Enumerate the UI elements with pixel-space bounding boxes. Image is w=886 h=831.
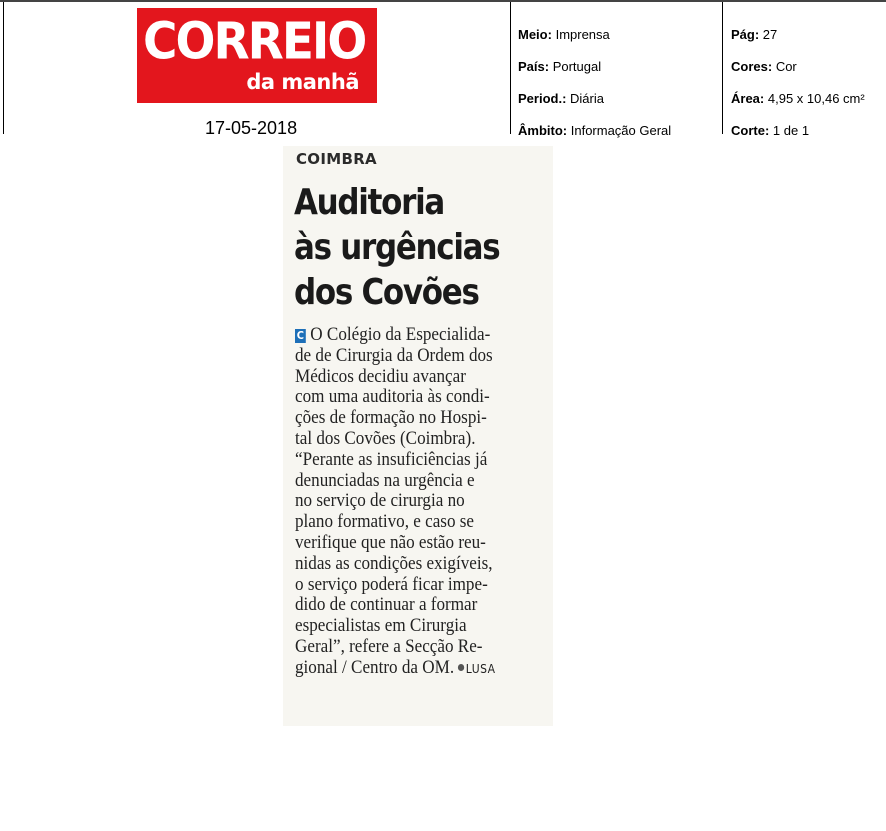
meta-label: Área: <box>731 91 765 106</box>
body-line: nidas as condições exigíveis, <box>295 552 493 574</box>
meta-cut <box>731 123 809 139</box>
body-line: tal dos Covões (Coimbra). <box>295 427 476 449</box>
body-line: com uma auditoria às condi- <box>295 386 490 408</box>
section-label: COIMBRA <box>296 150 377 168</box>
newspaper-marker-icon: C <box>296 329 305 342</box>
meta-value: 27 <box>762 27 778 42</box>
body-line: dido de continuar a formar <box>295 594 478 616</box>
body-line: Geral”, refere a Secção Re- <box>295 635 483 657</box>
headline-line: às urgências <box>294 227 500 268</box>
body-line-text: gional / Centro da OM. <box>295 656 455 678</box>
body-line: Médicos decidiu avançar <box>295 365 466 387</box>
meta-label: Cores: <box>731 59 773 74</box>
meta-country <box>518 59 601 75</box>
body-line: verifique que não estão reu- <box>295 531 486 553</box>
meta-value: Imprensa <box>555 27 610 42</box>
newspaper-logo <box>137 8 377 103</box>
top-rule <box>0 0 886 2</box>
body-line: de de Cirurgia da Ordem dos <box>295 344 493 366</box>
meta-value: Diária <box>570 91 604 106</box>
meta-value: Informação Geral <box>570 123 672 138</box>
body-line: especialistas em Cirurgia <box>295 615 467 637</box>
meta-label: Âmbito: <box>518 123 568 138</box>
body-line <box>295 325 529 346</box>
body-line: plano formativo, e caso se <box>295 511 475 533</box>
agency-credit: LUSA <box>465 661 496 676</box>
body-line-text: O Colégio da Especialida- <box>310 324 491 345</box>
meta-scope <box>518 123 671 139</box>
meta-value: 4,95 x 10,46 cm² <box>767 91 865 106</box>
publication-date: 17-05-2018 <box>205 118 298 138</box>
logo-main-text: CORREIO <box>143 12 366 72</box>
divider <box>510 2 511 134</box>
headline-line: dos Covões <box>294 272 479 313</box>
divider <box>722 2 723 134</box>
bullet-dot-icon <box>458 664 464 671</box>
body-line: denunciadas na urgência e <box>295 469 475 491</box>
meta-label: Meio: <box>518 27 552 42</box>
body-line: “Perante as insuficiências já <box>295 448 488 470</box>
meta-label: País: <box>518 59 550 74</box>
article-headline <box>294 180 544 315</box>
meta-value: Portugal <box>552 59 602 74</box>
meta-periodicity <box>518 91 604 107</box>
body-line: ções de formação no Hospi- <box>295 407 487 429</box>
meta-area <box>731 91 865 107</box>
meta-label: Pág: <box>731 27 760 42</box>
body-line: o serviço poderá ficar impe- <box>295 573 488 595</box>
logo-sub-text: da manhã <box>246 70 359 94</box>
meta-label: Corte: <box>731 123 770 138</box>
headline-line: Auditoria <box>294 182 445 223</box>
body-line: no serviço de cirurgia no <box>295 490 465 512</box>
article-body <box>295 325 555 680</box>
body-line <box>295 658 529 680</box>
meta-label: Period.: <box>518 91 567 106</box>
divider <box>3 2 4 134</box>
meta-colors <box>731 59 797 75</box>
meta-page <box>731 27 777 43</box>
meta-media <box>518 27 610 43</box>
meta-value: Cor <box>775 59 797 74</box>
meta-value: 1 de 1 <box>772 123 810 138</box>
